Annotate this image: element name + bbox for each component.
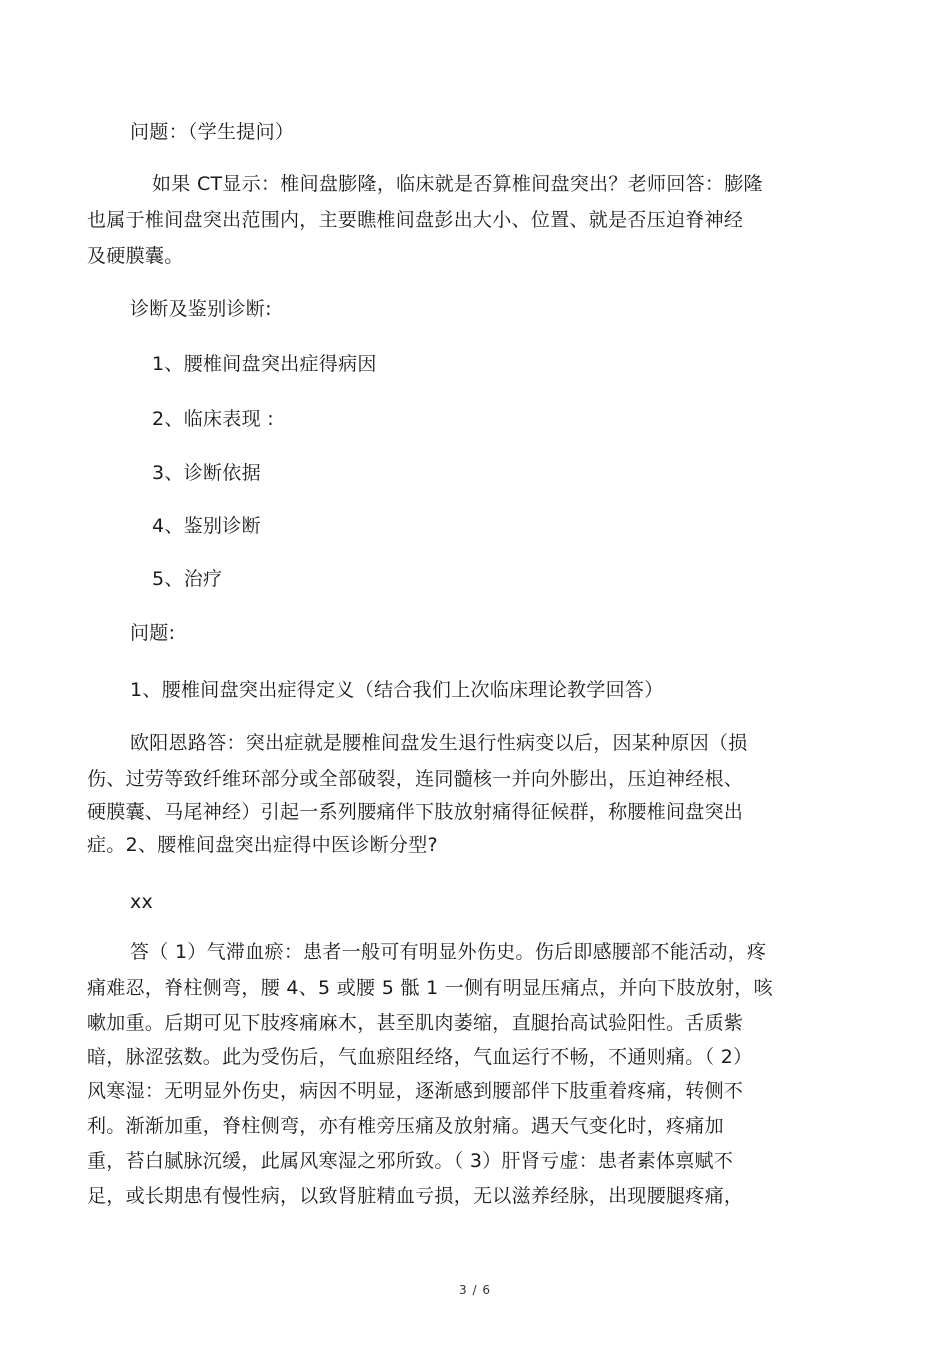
list-item: 3、诊断依据: [152, 462, 261, 484]
text-line: 足，或长期患有慢性病，以致肾脏精血亏损，无以滋养经脉，出现腰腿疼痛，: [87, 1185, 744, 1207]
list-item: 5、治疗: [152, 568, 223, 590]
text-line: xx: [130, 891, 154, 913]
text-line: 利。渐渐加重，脊柱侧弯，亦有椎旁压痛及放射痛。遇天气变化时，疼痛加: [87, 1115, 724, 1137]
list-item: 2、临床表现 :: [152, 408, 274, 430]
section-heading: 问题:: [130, 622, 176, 644]
text-line: 问题：（学生提问）: [130, 121, 295, 143]
page-number: 3 / 6: [459, 1283, 491, 1297]
text-line: 如果 CT显示：椎间盘膨隆，临床就是否算椎间盘突出？老师回答：膨隆: [152, 173, 763, 195]
text-line: 也属于椎间盘突出范围内，主要瞧椎间盘彭出大小、位置、就是否压迫脊神经: [87, 209, 744, 231]
text-line: 风寒湿：无明显外伤史，病因不明显，逐渐感到腰部伴下肢重着疼痛，转侧不: [87, 1080, 744, 1102]
text-line: 伤、过劳等致纤维环部分或全部破裂，连同髓核一并向外膨出，压迫神经根、: [87, 768, 744, 790]
list-item: 4、鉴别诊断: [152, 515, 261, 537]
text-line: 嗽加重。后期可见下肢疼痛麻木，甚至肌肉萎缩，直腿抬高试验阳性。舌质紫: [87, 1012, 744, 1034]
question-item: 1、腰椎间盘突出症得定义（结合我们上次临床理论教学回答）: [130, 679, 664, 701]
text-line: 答（ 1）气滞血瘀：患者一般可有明显外伤史。伤后即感腰部不能活动，疼: [130, 941, 767, 963]
text-line: 重，苔白腻脉沉缓，此属风寒湿之邪所致。（ 3）肝肾亏虚：患者素体禀赋不: [87, 1150, 734, 1172]
list-item: 1、腰椎间盘突出症得病因: [152, 353, 377, 375]
text-line: 及硬膜囊。: [87, 245, 184, 267]
text-line: 痛难忍，脊柱侧弯，腰 4、5 或腰 5 骶 1 一侧有明显压痛点，并向下肢放射，咳: [87, 977, 773, 999]
text-line: 硬膜囊、马尾神经）引起一系列腰痛伴下肢放射痛得征候群，称腰椎间盘突出: [87, 801, 744, 823]
text-line: 暗，脉涩弦数。此为受伤后，气血瘀阻经络，气血运行不畅，不通则痛。（ 2）: [87, 1046, 753, 1068]
text-line: 症。2、腰椎间盘突出症得中医诊断分型?: [87, 834, 438, 856]
section-heading: 诊断及鉴别诊断:: [130, 298, 272, 320]
text-line: 欧阳恩路答：突出症就是腰椎间盘发生退行性病变以后，因某种原因（损: [130, 732, 748, 754]
